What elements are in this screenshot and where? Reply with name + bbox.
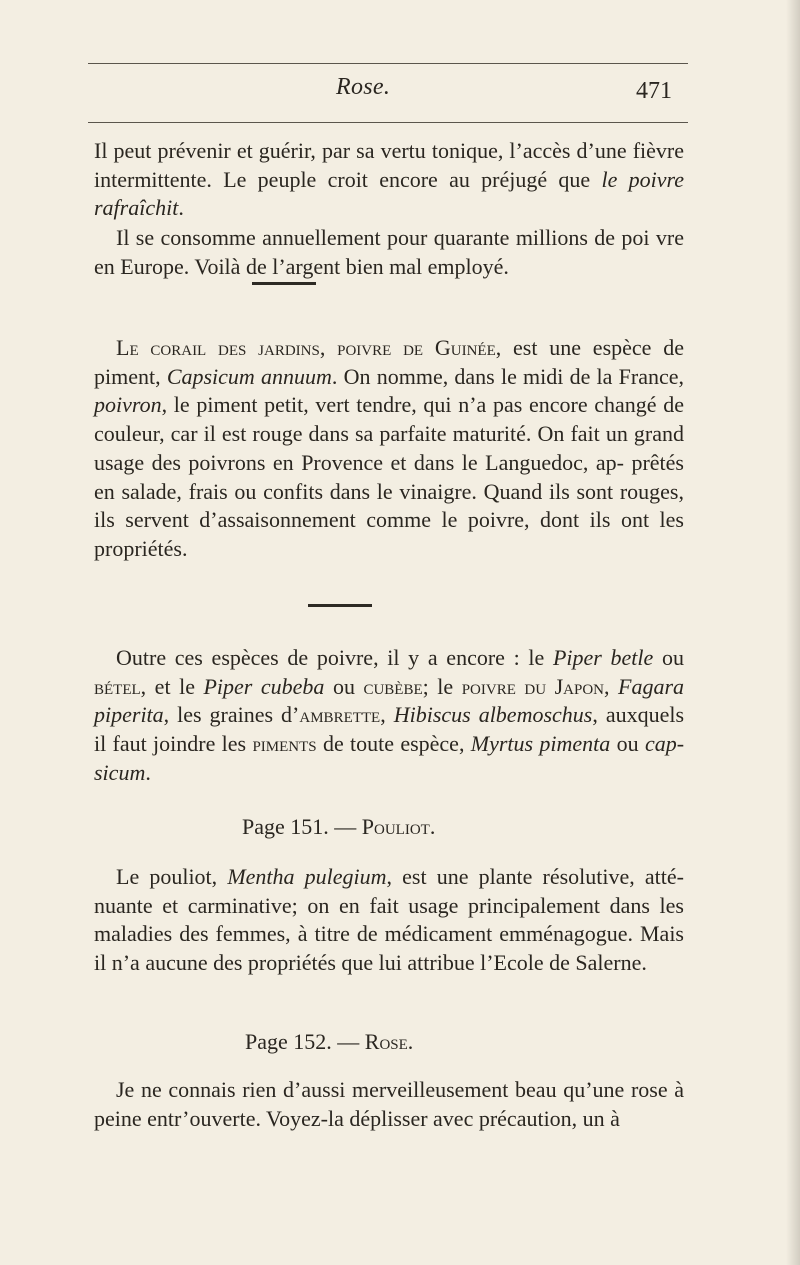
paragraph-pouliot-text: Le pouliot, xyxy=(116,864,228,889)
paragraph-fever-end: . xyxy=(178,195,184,221)
section-heading-title: Pouliot. xyxy=(361,814,436,839)
paragraph-especes-text: , xyxy=(603,673,619,699)
page-edge-shadow xyxy=(786,0,800,1265)
paragraph-consumption-text: Il se consomme annuellement pour quarante millions de poi vre en Europe. Voilà de l’argent bien mal employé. xyxy=(94,225,684,279)
paragraph-pouliot xyxy=(94,863,684,978)
paragraph-corail-text-2: . On nomme, dans le midi de la France, xyxy=(331,363,684,389)
header-rule xyxy=(88,122,688,123)
term-poivre-japon: poivre du Japon xyxy=(461,673,604,699)
term-corail: Le corail des jardins, poivre de Guinée, xyxy=(116,335,502,360)
term-myrtus: Myrtus pimenta xyxy=(470,731,611,757)
term-capsicum: Capsicum annuum xyxy=(166,363,332,389)
top-rule xyxy=(88,63,688,64)
paragraph-fever xyxy=(94,137,684,223)
paragraph-especes-text: , les graines d’ xyxy=(163,702,300,728)
term-betel: bétel xyxy=(94,673,141,699)
paragraph-fever-italic: le poivre rafraîchit xyxy=(94,166,684,221)
section-divider xyxy=(252,282,316,285)
term-poivron: poivron xyxy=(94,392,162,418)
paragraph-fever-text: Il peut prévenir et guérir, par sa vertu tonique, l’accès d’une fièvre intermittente. Le peuple croit encore au préjugé que xyxy=(94,138,684,192)
term-hibiscus: Hibiscus albemoschus xyxy=(393,702,593,728)
paragraph-rose-text: Je ne connais rien d’aussi merveilleusement beau qu’une rose à peine entr’ouverte. Voyez-la déplisser avec précaution, un à xyxy=(94,1077,684,1131)
paragraph-especes-text: ou xyxy=(610,731,645,757)
paragraph-especes-text: de toute espèce, xyxy=(316,731,471,757)
term-piments: piments xyxy=(252,731,317,757)
section-heading-pouliot xyxy=(242,814,435,840)
running-head xyxy=(0,70,800,120)
paragraph-especes-text: ; le xyxy=(422,673,462,699)
paragraph-corail-text-3: , le piment petit, vert tendre, qui n’a pas encore changé de couleur, car il est rouge dans sa parfaite maturité. On fait un grand usage des poivrons en Provence et dans le Languedoc, ap- prêtés en salade, frais ou confits dans le vinaigre. Quand ils sont rouges, ils servent d’assaisonnement comme le poivre, dont ils ont les propriétés. xyxy=(94,392,684,561)
term-cubebe: cubèbe xyxy=(363,673,423,699)
paragraph-consumption xyxy=(94,224,684,281)
paragraph-especes xyxy=(94,644,684,788)
section-heading-rose xyxy=(245,1029,413,1055)
paragraph-especes-text: . xyxy=(145,759,151,785)
paragraph-especes-text: Outre ces espèces de poivre, il y a encore : le xyxy=(116,645,553,670)
term-mentha: Mentha pulegium xyxy=(227,864,387,889)
term-piper-cubeba: Piper cubeba xyxy=(203,673,325,699)
paragraph-especes-text: , et le xyxy=(140,673,204,699)
running-head-title: Rose. xyxy=(336,74,391,100)
paragraph-especes-text: ou xyxy=(653,645,684,670)
section-heading-prefix: Page 152. — xyxy=(245,1029,365,1054)
paragraph-pouliot-text-2: , est une plante résolutive, atté- nuante et carminative; on en fait usage principalement dans les maladies des femmes, à titre de médicament emménagogue. Mais il n’a aucune des propriétés que lui attribue l’Ecole de Salerne. xyxy=(94,864,684,976)
paragraph-corail-text: est une espèce de piment, xyxy=(94,335,684,389)
term-ambrette: ambrette xyxy=(299,702,381,728)
paragraph-corail xyxy=(94,334,684,564)
paragraph-rose xyxy=(94,1076,684,1133)
term-fagara: Fagara piperita xyxy=(94,673,685,728)
section-heading-title: Rose. xyxy=(364,1029,414,1054)
paragraph-especes-text: , auxquels il faut joindre les xyxy=(94,702,685,757)
paragraph-especes-text: , xyxy=(380,702,394,728)
term-piper-betle: Piper betle xyxy=(552,645,654,670)
section-heading-prefix: Page 151. — xyxy=(242,814,362,839)
paragraph-especes-text: ou xyxy=(324,673,364,699)
section-divider xyxy=(308,604,372,607)
term-capsicum-2: cap- sicum xyxy=(94,731,685,785)
page-number: 471 xyxy=(636,78,672,104)
